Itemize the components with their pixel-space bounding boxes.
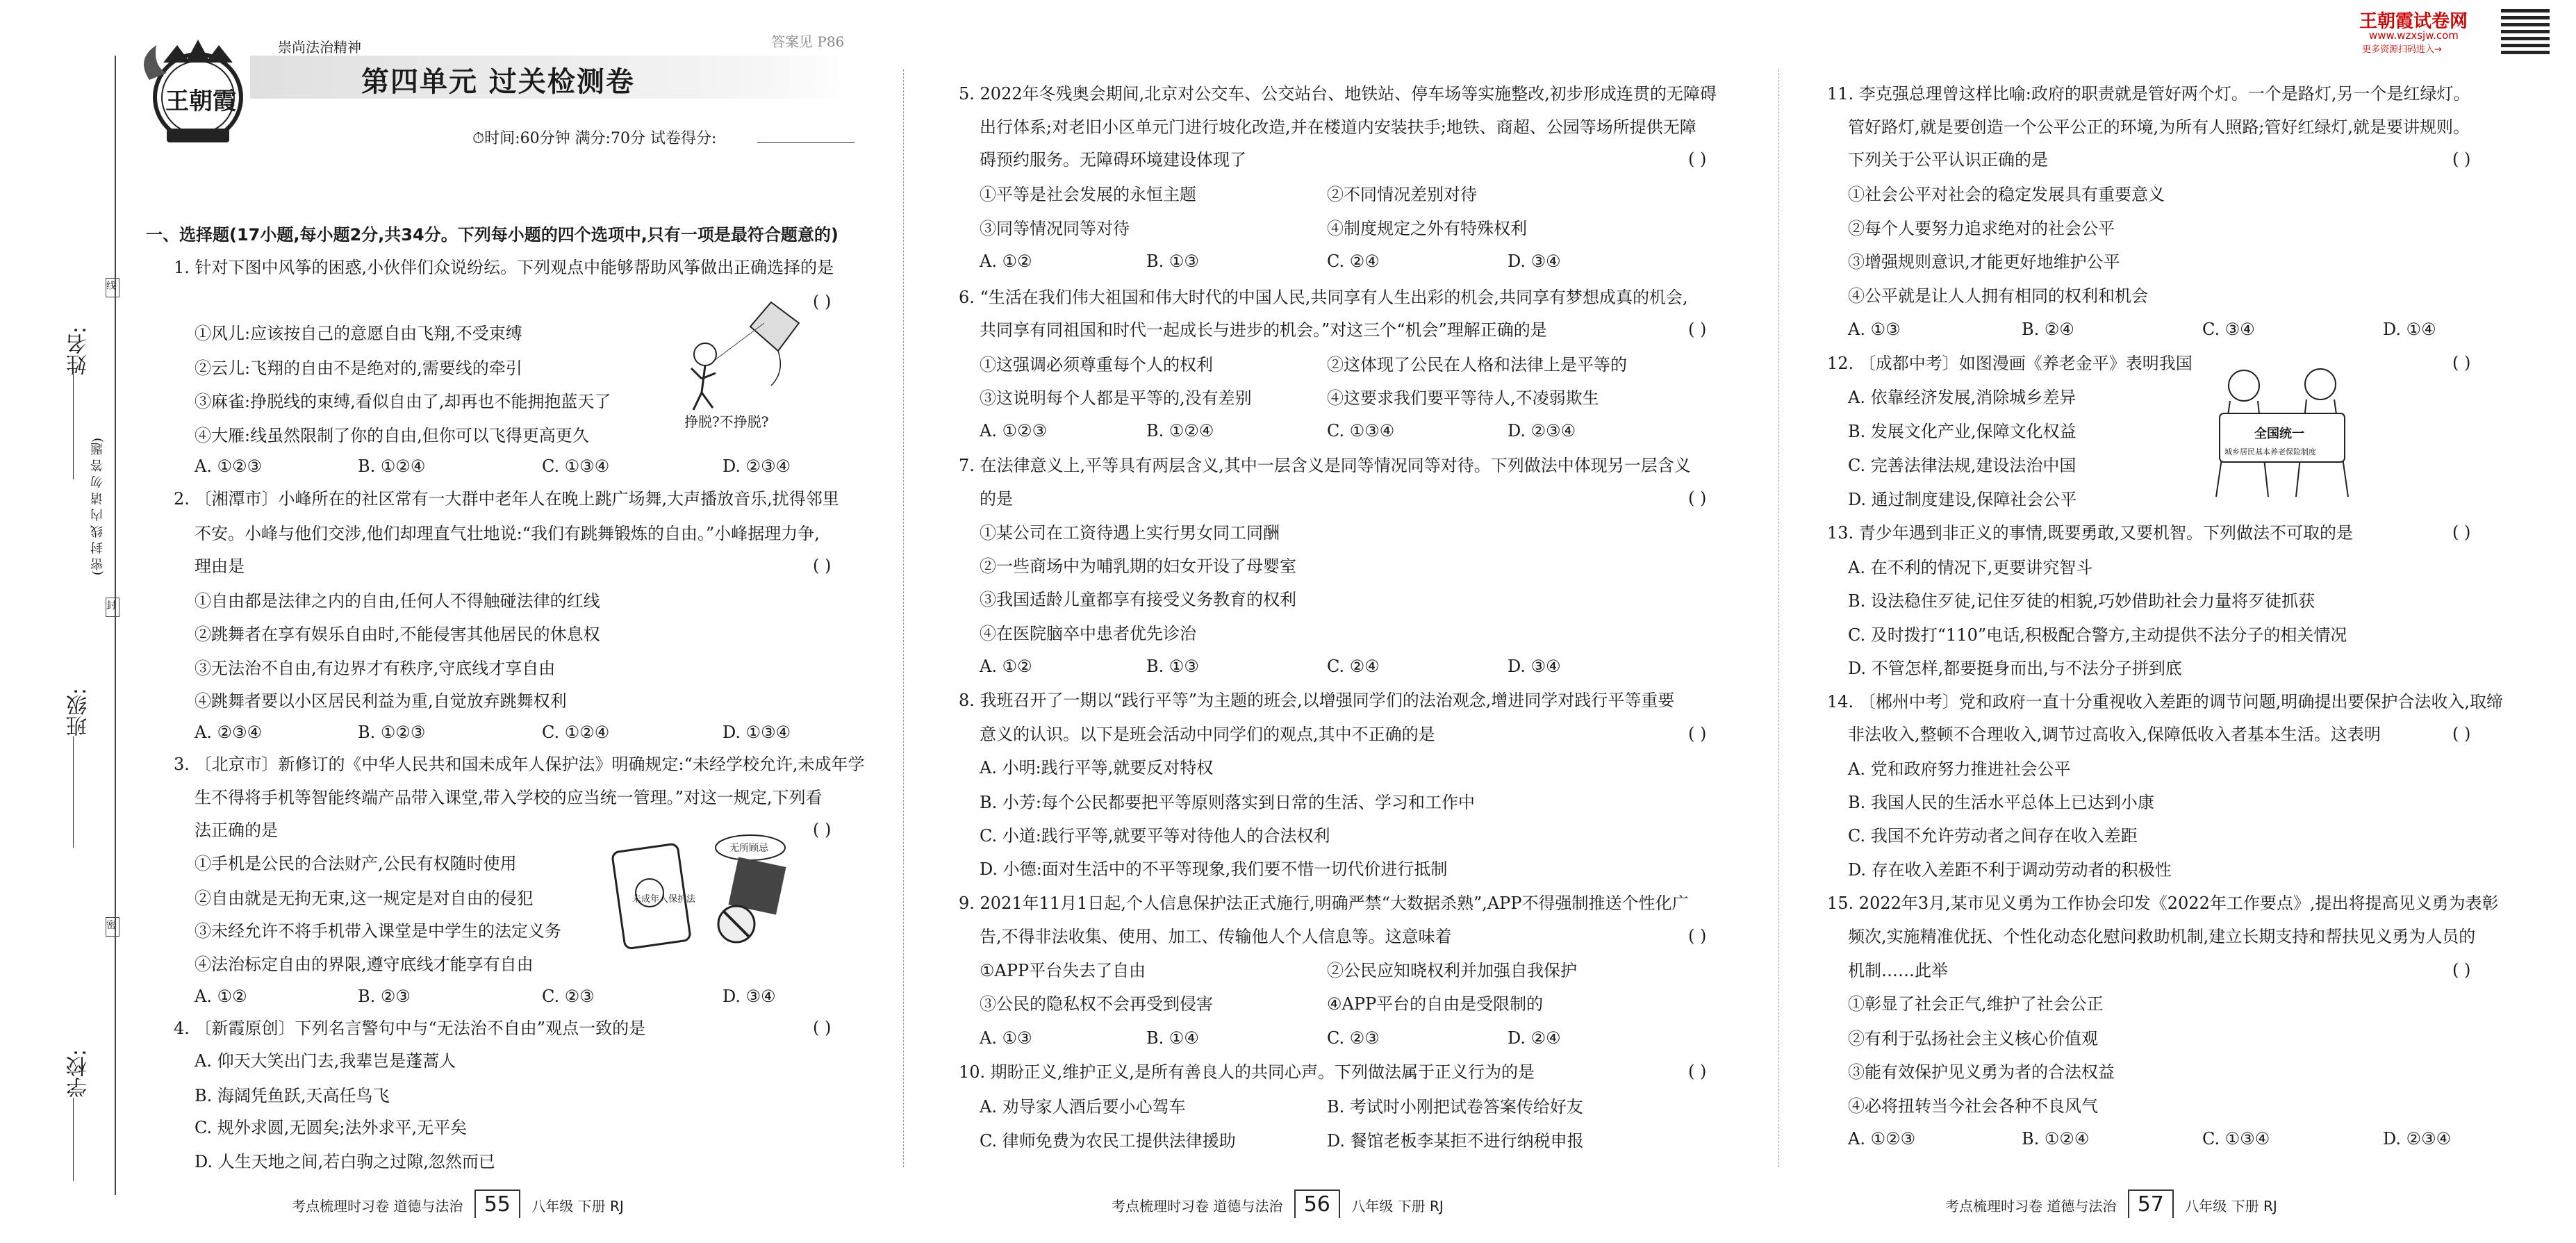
q6-stem-1: 6. “生活在我们伟大祖国和伟大时代的中国人民,共同享有人生出彩的机会,共同享有梦想成真的机会, [959,288,1688,307]
q15-item-2: ②有利于弘扬社会主义核心价值观 [1848,1029,2098,1048]
footer-right: 八年级 下册 RJ [1351,1198,1444,1215]
q15-answer[interactable]: ( ) [2452,960,2471,980]
q3-item-4: ④法治标定自由的界限,遵守底线才能享有自由 [195,955,534,974]
q9-stem-1: 9. 2021年11月1日起,个人信息保护法正式施行,明确严禁“大数据杀熟”,APP不得强制推送个性化广 [959,894,1689,913]
q8-opt-d[interactable]: D. 小德:面对生活中的不平等现象,我们要不惜一切代价进行抵制 [980,859,1448,879]
q1-opt-b[interactable]: B. ①②④ [358,456,426,476]
unit-title: 第四单元 过关检测卷 [361,66,635,98]
q4-opt-b[interactable]: B. 海阔凭鱼跃,天高任鸟飞 [195,1086,390,1105]
q5-opt-d[interactable]: D. ③④ [1508,252,1561,271]
q13-opt-d[interactable]: D. 不管怎样,都要挺身而出,与不法分子拼到底 [1848,659,2182,678]
site-tag: 更多资源扫码进入→ [2362,44,2442,55]
q9-opt-d[interactable]: D. ②④ [1508,1028,1561,1048]
binding-mark-3: 密 [106,917,119,937]
q5-answer[interactable]: ( ) [1688,149,1707,169]
q11-item-2: ②每个人要努力追求绝对的社会公平 [1848,219,2115,238]
q6-item-3: ③这说明每个人都是平等的,没有差别 [980,388,1252,408]
footer-left: 考点梳理时习卷 道德与法治 [1945,1198,2117,1215]
q5-stem-3: 碍预约服务。无障碍环境建设体现了 [980,150,1246,170]
q5-stem-1: 5. 2022年冬残奥会期间,北京对公交车、公交站台、地铁站、停车场等实施整改,初步形成连贯的无障碍 [959,84,1717,104]
q15-item-1: ①彰显了社会正气,维护了社会公正 [1848,994,2104,1014]
q14-opt-d[interactable]: D. 存在收入差距不利于调动劳动者的积极性 [1848,860,2172,880]
q5-opt-b[interactable]: B. ①③ [1146,252,1199,271]
q14-opt-a[interactable]: A. 党和政府努力推进社会公平 [1848,759,2071,779]
q10-opt-a[interactable]: A. 劝导家人酒后要小心驾车 [980,1097,1186,1117]
q3-opt-d[interactable]: D. ③④ [723,987,776,1006]
q6-answer[interactable]: ( ) [1688,320,1707,339]
q3-opt-c[interactable]: C. ②③ [542,987,595,1006]
q8-stem-1: 8. 我班召开了一期以“践行平等”为主题的班会,以增强同学们的法治观念,增进同学对践行平等重要 [959,691,1675,710]
q10-opt-b[interactable]: B. 考试时小刚把试卷答案传给好友 [1327,1097,1583,1117]
score-blank [757,142,854,143]
q7-item-2: ②一些商场中为哺乳期的妇女开设了母婴室 [980,557,1296,576]
q7-stem-1: 7. 在法律意义上,平等具有两层含义,其中一层含义是同等情况同等对待。下列做法中体现另一层含义 [959,456,1691,475]
q8-answer[interactable]: ( ) [1688,724,1707,743]
q2-stem-2: 不安。小峰与他们交涉,他们却理直气壮地说:“我们有跳舞锻炼的自由。”小峰据理力争, [195,524,820,543]
footer-left: 考点梳理时习卷 道德与法治 [1112,1198,1283,1215]
q1-item-2: ②云儿:飞翔的自由不是绝对的,需要线的牵引 [195,359,522,378]
binding-mark-1: 线 [106,278,119,297]
q3-stem-2: 生不得将手机等智能终端产品带入课堂,带入学校的应当统一管理。”对这一规定,下列看 [195,788,823,807]
q14-stem-1: 14. 〔郴州中考〕党和政府一直十分重视收入差距的调节问题,明确提出要保护合法收入,取缔 [1827,692,2504,711]
qr-code-icon[interactable] [2501,6,2550,54]
school-label: 学校: [67,1049,91,1098]
q9-answer[interactable]: ( ) [1688,926,1707,946]
q5-opt-a[interactable]: A. ①② [980,252,1032,271]
q1-item-1: ①风儿:应该按自己的意愿自由飞翔,不受束缚 [195,324,522,343]
q14-answer[interactable]: ( ) [2452,724,2471,743]
q7-opt-a[interactable]: A. ①② [980,657,1032,676]
binding-line [115,56,116,1195]
q13-answer[interactable]: ( ) [2452,522,2471,542]
q6-item-4: ④这要求我们要平等待人,不凌弱欺生 [1327,388,1599,408]
q15-opt-b[interactable]: B. ①②④ [2022,1129,2090,1149]
q2-stem-1: 2. 〔湘潭市〕小峰所在的社区常有一大群中老年人在晚上跳广场舞,大声播放音乐,扰得邻里 [174,489,839,509]
footer-right: 八年级 下册 RJ [531,1198,624,1215]
q15-item-4: ④必将扭转当今社会各种不良风气 [1848,1096,2098,1116]
q12-stem: 12. 〔成都中考〕如图漫画《养老金平》表明我国 [1827,354,2193,373]
column-divider-1 [903,69,904,1167]
footer-page-57 [1945,1190,2277,1218]
q6-opt-a[interactable]: A. ①②③ [980,421,1048,441]
kite-cartoon [667,295,806,416]
q13-opt-c[interactable]: C. 及时拨打“110”电话,积极配合警方,主动提供不法分子的相关情况 [1848,625,2347,645]
q5-item-2: ②不同情况差别对待 [1327,185,1477,204]
q7-item-1: ①某公司在工资待遇上实行男女同工同酬 [980,523,1280,543]
q3-opt-a[interactable]: A. ①② [195,987,247,1006]
q3-item-1: ①手机是公民的合法财产,公民有权随时使用 [195,854,517,873]
q7-item-3: ③我国适龄儿童都享有接受义务教育的权利 [980,590,1296,609]
q14-opt-c[interactable]: C. 我国不允许劳动者之间存在收入差距 [1848,826,2138,846]
q6-opt-c[interactable]: C. ①③④ [1327,421,1395,441]
q12-opt-d[interactable]: D. 通过制度建设,保障社会公平 [1848,490,2077,509]
site-url: www.wzxsjw.com [2369,29,2459,42]
q2-opt-b[interactable]: B. ①②③ [358,723,426,742]
q3-opt-b[interactable]: B. ②③ [358,987,411,1006]
answer-ref: 答案见 P86 [771,33,845,50]
class-label: 班级: [67,688,91,737]
q1-stem: 1. 针对下图中风筝的困惑,小伙伴们众说纷纭。下列观点中能够帮助风筝做出正确选择的是 [174,258,834,277]
q2-item-3: ③无法治不自由,有边界才有秩序,守底线才享自由 [195,659,556,678]
q14-stem-2: 非法收入,整顿不合理收入,调节过高收入,保障低收入者基本生活。这表明 [1848,725,2381,744]
q3-answer[interactable]: ( ) [813,820,832,839]
q8-opt-c[interactable]: C. 小道:践行平等,就要平等对待他人的合法权利 [980,826,1330,846]
footer-left: 考点梳理时习卷 道德与法治 [292,1198,463,1215]
q11-opt-a[interactable]: A. ①③ [1848,320,1901,339]
q5-stem-2: 出行体系;对老旧小区单元门进行坡化改造,并在楼道内安装扶手;地铁、商超、公园等场所提供无障 [980,117,1696,137]
spirit-label: 崇尚法治精神 [278,39,361,56]
q13-stem: 13. 青少年遇到非正义的事情,既要勇敢,又要机智。下列做法不可取的是 [1827,523,2354,543]
q1-opt-a[interactable]: A. ①②③ [195,456,263,476]
cartoon-banner: 全国统一 [2254,427,2304,441]
q12-opt-c[interactable]: C. 完善法律法规,建设法治中国 [1848,456,2077,475]
q5-item-4: ④制度规定之外有特殊权利 [1327,219,1527,238]
q2-answer[interactable]: ( ) [813,556,832,575]
q15-opt-d[interactable]: D. ②③④ [2383,1129,2452,1149]
q4-opt-d[interactable]: D. 人生天地之间,若白驹之过隙,忽然而已 [195,1152,495,1171]
q10-opt-c[interactable]: C. 律师免费为农民工提供法律援助 [980,1131,1236,1151]
footer-page-56 [1112,1190,1444,1218]
q12-opt-a[interactable]: A. 依靠经济发展,消除城乡差异 [1848,388,2077,407]
q11-stem-1: 11. 李克强总理曾这样比喻:政府的职责就是管好两个灯。一个是路灯,另一个是红绿灯。 [1827,84,2470,104]
q11-stem-2: 管好路灯,就是要创造一个公平公正的环境,为所有人照路;管好红绿灯,就是要讲规则。 [1848,117,2470,137]
q11-stem-3: 下列关于公平认识正确的是 [1848,150,2048,170]
q6-opt-d[interactable]: D. ②③④ [1508,421,1576,441]
q3-item-3: ③未经允许不将手机带入课堂是中学生的法定义务 [195,921,561,941]
q4-answer[interactable]: ( ) [813,1018,832,1037]
q2-opt-c[interactable]: C. ①②④ [542,723,610,742]
q2-item-4: ④跳舞者要以小区居民利益为重,自觉放弃跳舞权利 [195,691,567,711]
q6-item-1: ①这强调必须尊重每个人的权利 [980,355,1213,374]
school-blank [73,1098,75,1181]
q14-opt-b[interactable]: B. 我国人民的生活水平总体上已达到小康 [1848,793,2154,812]
q11-answer[interactable]: ( ) [2452,149,2471,169]
q9-opt-c[interactable]: C. ②③ [1327,1028,1380,1048]
q7-opt-c[interactable]: C. ②④ [1327,657,1380,676]
class-blank [73,736,75,848]
q7-stem-2: 的是 [980,489,1013,509]
q1-item-4: ④大雁:线虽然限制了你的自由,但你可以飞得更高更久 [195,426,589,445]
q1-caption: 挣脱?不挣脱? [684,413,769,430]
q13-opt-a[interactable]: A. 在不利的情况下,更要讲究智斗 [1848,558,2093,577]
q2-item-1: ①自由都是法律之内的自由,任何人不得触碰法律的红线 [195,591,600,611]
q6-stem-2: 共同享有同祖国和时代一起成长与进步的机会。”对这三个“机会”理解正确的是 [980,320,1547,340]
q7-opt-d[interactable]: D. ③④ [1508,657,1561,676]
q2-opt-d[interactable]: D. ①③④ [723,723,791,742]
q11-opt-d[interactable]: D. ①④ [2383,320,2436,339]
q15-opt-a[interactable]: A. ①②③ [1848,1129,1916,1149]
q11-item-4: ④公平就是让人人拥有相同的权利和机会 [1848,286,2148,306]
q8-opt-b[interactable]: B. 小芳:每个公民都要把平等原则落实到日常的生活、学习和工作中 [980,793,1475,812]
q6-opt-b[interactable]: B. ①②④ [1146,421,1214,441]
q11-opt-c[interactable]: C. ③④ [2202,320,2255,339]
q2-opt-a[interactable]: A. ②③④ [195,723,263,742]
q7-answer[interactable]: ( ) [1688,488,1707,508]
binding-note: (密 封 线 内 请 勿 答 题) [90,438,105,576]
q11-item-3: ③增强规则意识,才能更好地维护公平 [1848,252,2120,272]
q5-opt-c[interactable]: C. ②④ [1327,252,1380,271]
q7-item-4: ④在医院脑卒中患者优先诊治 [980,624,1196,643]
q9-stem-2: 告,不得非法收集、使用、加工、传输他人个人信息等。这意味着 [980,927,1452,946]
q7-opt-b[interactable]: B. ①③ [1146,657,1199,676]
page-number: 57 [2128,1190,2174,1218]
name-label: 姓名: [67,327,91,376]
q13-opt-b[interactable]: B. 设法稳住歹徒,记住歹徒的相貌,巧妙借助社会力量将歹徒抓获 [1848,591,2315,611]
cartoon-banner-sub: 城乡居民基本养老保险制度 [2224,447,2316,456]
q9-item-4: ④APP平台的自由是受限制的 [1327,994,1544,1014]
q4-stem: 4. 〔新霞原创〕下列名言警句中与“无法治不自由”观点一致的是 [174,1019,646,1038]
footer-right: 八年级 下册 RJ [2185,1198,2277,1215]
q15-opt-c[interactable]: C. ①③④ [2202,1129,2270,1149]
logo-text: 王朝霞 [165,88,236,115]
q5-item-1: ①平等是社会发展的永恒主题 [980,185,1196,204]
q9-item-1: ①APP平台失去了自由 [980,961,1146,980]
q9-item-2: ②公民应知晓权利并加强自我保护 [1327,961,1577,980]
column-divider-2 [1778,69,1779,1167]
q9-opt-b[interactable]: B. ①④ [1146,1028,1199,1048]
q8-opt-a[interactable]: A. 小明:践行平等,就要反对特权 [980,758,1214,777]
q6-item-2: ②这体现了公民在人格和法律上是平等的 [1327,355,1627,374]
q10-opt-d[interactable]: D. 餐馆老板李某拒不进行纳税申报 [1327,1131,1584,1151]
q15-stem-1: 15. 2022年3月,某市见义勇为工作协会印发《2022年工作要点》,提出将提高见义勇为表彰 [1827,894,2499,913]
footer-page-55 [292,1190,624,1218]
exam-meta: ⏱时间:60分钟 满分:70分 试卷得分: [472,130,717,147]
section-heading: 一、选择题(17小题,每小题2分,共34分。下列每小题的四个选项中,只有一项是最符合题意的) [146,225,839,245]
q11-opt-b[interactable]: B. ②④ [2022,320,2074,339]
q11-item-1: ①社会公平对社会的稳定发展具有重要意义 [1848,185,2165,204]
q3-stem-3: 法正确的是 [195,821,278,840]
q4-opt-c[interactable]: C. 规外求圆,无圆矣;法外求平,无平矣 [195,1118,468,1137]
cartoon-book-text: 未成年人保护法 [632,894,696,905]
q1-item-3: ③麻雀:挣脱线的束缚,看似自由了,却再也不能拥抱蓝天了 [195,392,611,411]
q3-item-2: ②自由就是无拘无束,这一规定是对自由的侵犯 [195,889,534,908]
q15-stem-3: 机制……此举 [1848,961,1948,980]
binding-mark-2: 封 [106,598,119,617]
q9-opt-a[interactable]: A. ①③ [980,1028,1032,1048]
site-brand: 王朝霞试卷网 [2359,11,2468,32]
q8-stem-2: 意义的认识。以下是班会活动中同学们的观点,其中不正确的是 [980,725,1435,744]
q1-opt-d[interactable]: D. ②③④ [723,456,791,476]
q15-stem-2: 频次,实施精准优抚、个性化动态化慰问救助机制,建立长期支持和帮扶见义勇为人员的 [1848,927,2476,946]
q4-opt-a[interactable]: A. 仰天大笑出门去,我辈岂是蓬蒿人 [195,1051,456,1071]
q1-answer[interactable]: ( ) [813,292,832,311]
q10-stem: 10. 期盼正义,维护正义,是所有善良人的共同心声。下列做法属于正义行为的是 [959,1062,1535,1082]
q5-item-3: ③同等情况同等对待 [980,219,1130,238]
page-number: 55 [474,1190,520,1218]
q10-answer[interactable]: ( ) [1688,1062,1707,1081]
q9-item-3: ③公民的隐私权不会再受到侵害 [980,994,1213,1014]
q2-item-2: ②跳舞者在享有娱乐自由时,不能侵害其他居民的休息权 [195,625,600,644]
cartoon-bubble-text: 无所顾忌 [729,843,768,854]
q15-item-3: ③能有效保护见义勇为者的合法权益 [1848,1062,2115,1082]
q3-stem-1: 3. 〔北京市〕新修订的《中华人民共和国未成年人保护法》明确规定:“未经学校允许,未成年学 [174,755,865,774]
q2-stem-3: 理由是 [195,557,245,576]
q1-opt-c[interactable]: C. ①③④ [542,456,610,476]
name-blank [73,368,75,479]
q12-answer[interactable]: ( ) [2452,353,2471,372]
page-number: 56 [1294,1190,1340,1218]
q12-opt-b[interactable]: B. 发展文化产业,保障文化权益 [1848,422,2077,441]
